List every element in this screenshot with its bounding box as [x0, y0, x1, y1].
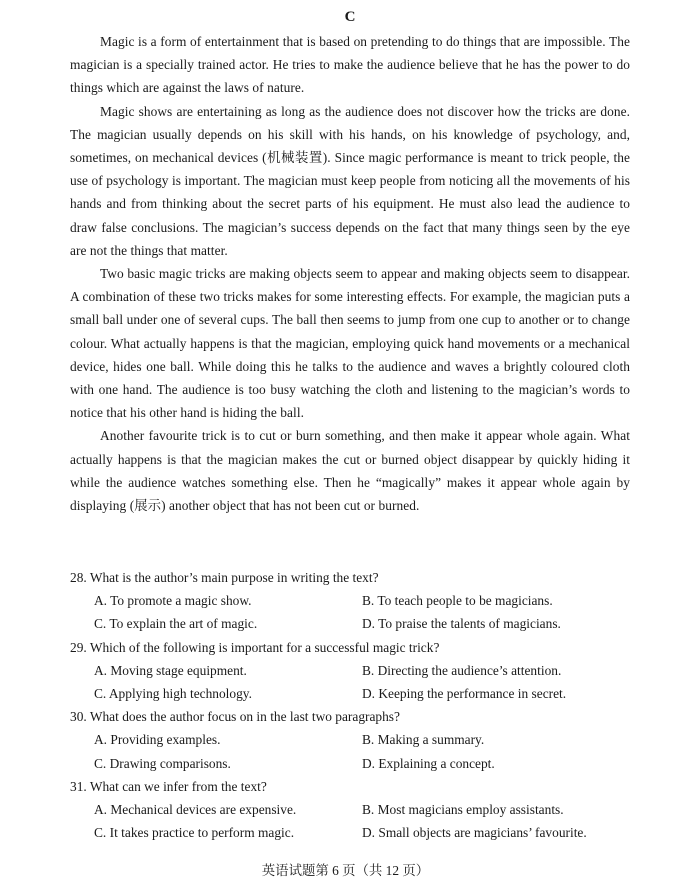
question-stem: 31. What can we infer from the text?: [70, 778, 267, 794]
option-row: [70, 728, 630, 751]
question-stem: 30. What does the author focus on in the last two paragraphs?: [70, 709, 400, 725]
question-list: [70, 566, 630, 844]
question-29: [70, 636, 630, 706]
option-row: [70, 752, 630, 775]
option-a: A. Moving stage equipment.: [94, 662, 247, 678]
option-c: C. To explain the art of magic.: [94, 616, 258, 632]
option-d: D. Explaining a concept.: [362, 755, 495, 771]
option-d: D. Small objects are magicians’ favourite.: [362, 825, 587, 841]
option-b: B. To teach people to be magicians.: [362, 593, 553, 609]
page-footer: 英语试题第 6 页（共 12 页）: [261, 863, 430, 878]
option-b: B. Directing the audience’s attention.: [362, 662, 562, 678]
passage-paragraph: Two basic magic tricks are making objects seem to appear and making objects seem to disappear. A combination of these two tricks makes for some interesting effects. For example, the magician puts a small ball under one of several cups. The ball then seems to jump from one cup to another or to change colour. What actually happens is that the magician, employing quick hand movements or a mechanical device, hides one ball. While doing this he talks to the audience and waves a brightly coloured cloth with one hand. The audience is too busy watching the cloth and listening to the magician’s words to notice that his other hand is hiding the ball.: [70, 266, 630, 421]
question-30: [70, 705, 630, 775]
question-stem: 29. Which of the following is important for a successful magic trick?: [70, 639, 440, 655]
question-28: [70, 566, 630, 636]
question-31: [70, 775, 630, 845]
section-label: C: [344, 9, 356, 25]
option-c: C. Applying high technology.: [94, 686, 252, 702]
option-b: B. Most magicians employ assistants.: [362, 802, 564, 818]
option-b: B. Making a summary.: [362, 732, 485, 748]
option-a: A. Providing examples.: [94, 732, 221, 748]
option-row: [70, 682, 630, 705]
option-c: C. It takes practice to perform magic.: [94, 825, 295, 841]
option-row: [70, 589, 630, 612]
option-a: A. Mechanical devices are expensive.: [94, 802, 297, 818]
passage-paragraph: Magic shows are entertaining as long as the audience does not discover how the tricks are done. The magician usually depends on his skill with his hands, on his knowledge of psychology, and, sometimes, on mechanical devices (机械装置). Since magic performance is meant to trick people, the use of psychology is important. The magician must keep people from noticing all the movements of his hands and from thinking about the secret parts of his equipment. He must also lead the audience to draw false conclusions. The magician’s success depends on the fact that many things seen by the eye are not the things that matter.: [70, 103, 630, 258]
option-row: [70, 612, 630, 635]
option-row: [70, 659, 630, 682]
passage-paragraph: Another favourite trick is to cut or burn something, and then make it appear whole again. What actually happens is that the magician makes the cut or burned object disappear by quickly hiding it while the audience watches something else. Then he “magically” makes it appear whole again by displaying (展示) another object that has not been cut or burned.: [70, 428, 630, 514]
option-row: [70, 798, 630, 821]
option-row: [70, 821, 630, 844]
option-d: D. Keeping the performance in secret.: [362, 686, 567, 702]
reading-passage: [70, 30, 630, 517]
question-stem: 28. What is the author’s main purpose in writing the text?: [70, 570, 379, 585]
option-c: C. Drawing comparisons.: [94, 755, 231, 771]
option-d: D. To praise the talents of magicians.: [362, 616, 561, 632]
passage-paragraph: Magic is a form of entertainment that is based on pretending to do things that are impossible. The magician is a specially trained actor. He tries to make the audience believe that he has the power to do things which are against the laws of nature.: [70, 34, 630, 96]
option-a: A. To promote a magic show.: [94, 593, 252, 609]
